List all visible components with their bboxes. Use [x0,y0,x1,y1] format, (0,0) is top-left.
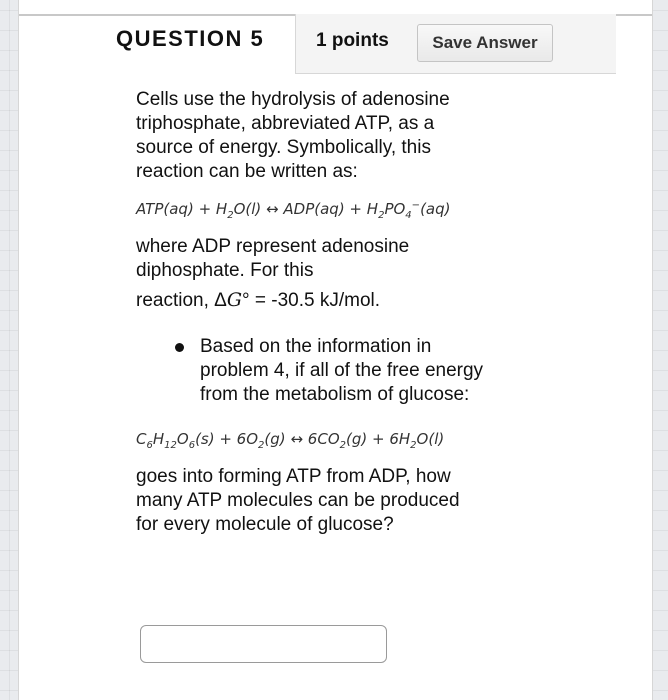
question-intro: Cells use the hydrolysis of adenosine triphosphate, abbreviated ATP, as a source of energy. Symbolically, this reaction can be written as: [136,89,450,182]
adp-description: where ADP represent adenosine diphosphate. For this [136,236,410,281]
glucose-metabolism-equation: $C_6H_{12}O_6(s) + 6O_2(g)$ ↔ $6CO_2(g) + 6H_2O(l)$ [136,430,445,451]
answer-input[interactable] [140,625,387,663]
question-panel [18,0,653,700]
points-label: 1 points [316,30,389,51]
bullet-list [136,335,486,407]
save-answer-button[interactable]: Save Answer [417,24,553,62]
question-text: goes into forming ATP from ADP, how many ATP molecules can be produced for every molecule of glucose? [136,466,460,535]
delta-g-statement: reaction, ΔG° = -30.5 kJ/mol. [136,289,381,311]
question-heading: QUESTION 5 [116,26,265,51]
question-content [136,88,486,537]
double-arrow-icon: ↔ [266,200,279,218]
atp-hydrolysis-equation: $ATP(aq) + H_2O(l)$ ↔ $ADP(aq) + H_2PO_4^-(aq)$ [136,200,451,221]
double-arrow-icon: ↔ [290,430,304,448]
question-header-box [295,14,616,74]
bullet-dot-icon [175,343,184,352]
bullet-item: Based on the information in problem 4, if all of the free energy from the metabolism of glucose: [200,335,486,407]
